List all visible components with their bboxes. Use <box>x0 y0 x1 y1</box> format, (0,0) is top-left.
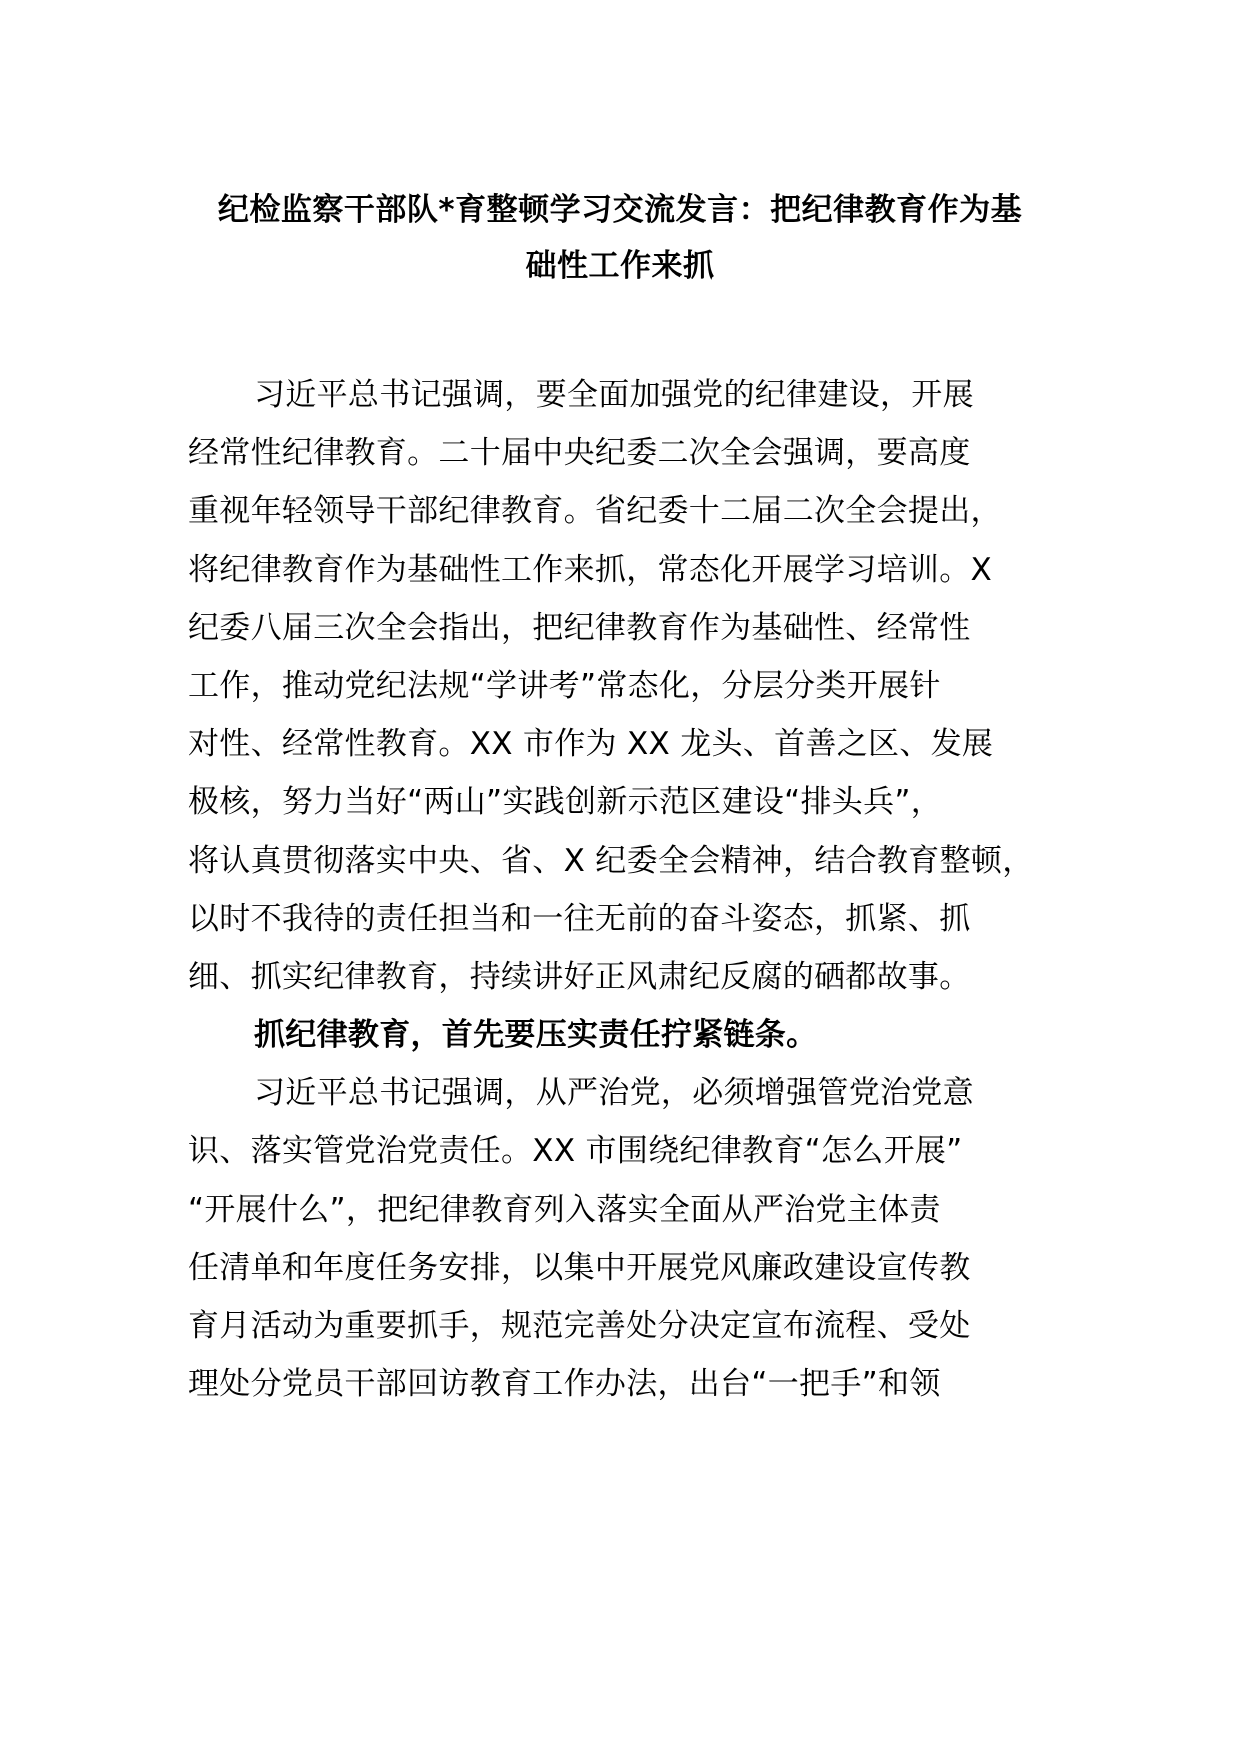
text-line: 极核，努力当好“两山”实践创新示范区建设“排头兵”， <box>188 784 943 821</box>
text-line: 重视年轻领导干部纪律教育。省纪委十二届二次全会提出， <box>188 493 1002 530</box>
text-line: 将认真贯彻落实中央、省、X 纪委全会精神，结合教育整顿， <box>188 842 1034 879</box>
text-line: 识、落实管党治党责任。XX 市围绕纪律教育“怎么开展” <box>188 1133 963 1170</box>
text-line: 育月活动为重要抓手，规范完善处分决定宣布流程、受处 <box>188 1308 971 1344</box>
text-line: 细、抓实纪律教育，持续讲好正风肃纪反腐的硒都故事。 <box>188 958 971 995</box>
paragraph-responsibility <box>188 1064 1088 1413</box>
title-line: 纪检监察干部队*育整顿学习交流发言：把纪律教育作为基 <box>217 192 1023 228</box>
heading-line: 抓纪律教育，首先要压实责任拧紧链条。 <box>254 1017 818 1054</box>
text-line: 习近平总书记强调，从严治党，必须增强管党治党意 <box>254 1075 974 1112</box>
text-line: 对性、经常性教育。XX 市作为 XX 龙头、首善之区、发展 <box>188 726 994 763</box>
document-body <box>188 366 1088 1413</box>
text-line: 经常性纪律教育。二十届中央纪委二次全会强调，要高度 <box>188 435 971 472</box>
text-line: 理处分党员干部回访教育工作办法，出台“一把手”和领 <box>188 1366 941 1403</box>
text-line: 任清单和年度任务安排，以集中开展党风廉政建设宣传教 <box>188 1249 971 1286</box>
text-line: 将纪律教育作为基础性工作来抓，常态化开展学习培训。X <box>188 551 993 588</box>
text-line: 工作，推动党纪法规“学讲考”常态化，分层分类开展针 <box>188 667 941 704</box>
document-title <box>150 182 1090 294</box>
title-line: 础性工作来抓 <box>525 248 715 284</box>
text-line: 以时不我待的责任担当和一往无前的奋斗姿态，抓紧、抓 <box>188 900 971 937</box>
text-line: 习近平总书记强调，要全面加强党的纪律建设，开展 <box>254 377 974 413</box>
paragraph-intro <box>188 366 1088 1006</box>
text-line: 纪委八届三次全会指出，把纪律教育作为基础性、经常性 <box>188 609 971 646</box>
section-heading <box>188 1006 1088 1064</box>
text-line: “开展什么”，把纪律教育列入落实全面从严治党主体责 <box>188 1191 941 1228</box>
